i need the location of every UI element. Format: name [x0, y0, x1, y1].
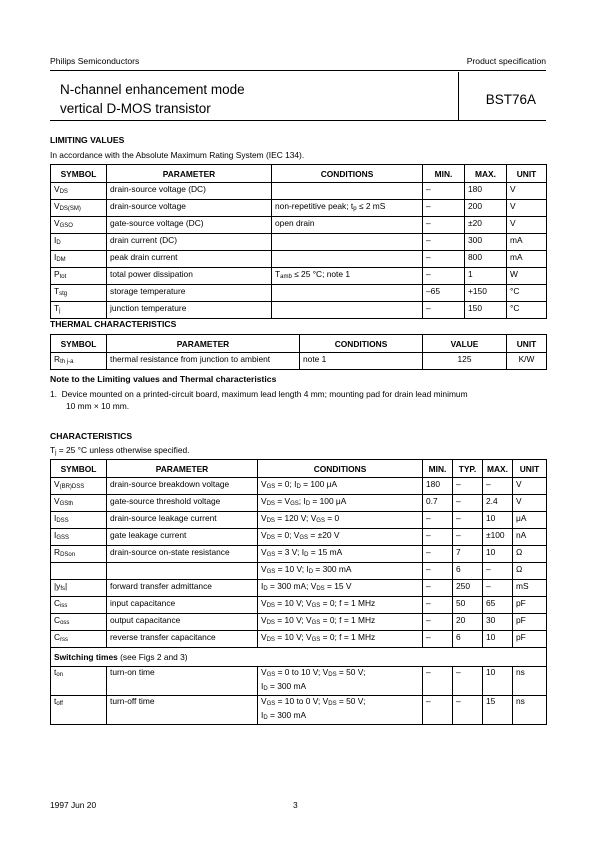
footer-date: 1997 Jun 20: [50, 800, 97, 810]
subscript: DS: [266, 535, 275, 541]
min-cell: 0.7: [423, 495, 453, 512]
table-row: [51, 614, 547, 631]
conditions-cell: VGS = 3 V; ID = 15 mA: [258, 546, 423, 563]
max-cell: ±20: [465, 217, 507, 234]
table-row: [51, 217, 547, 234]
col-header: UNIT: [507, 165, 547, 183]
thermal-table: [50, 334, 547, 370]
header-rule: [50, 70, 546, 71]
subscript: D: [263, 686, 268, 692]
unit-cell: Ω: [513, 546, 547, 563]
subscript: GS: [290, 501, 299, 507]
table-row: [51, 183, 547, 200]
symbol-subscript: rss: [60, 637, 69, 643]
col-header: SYMBOL: [51, 460, 107, 478]
col-header: PARAMETER: [107, 165, 272, 183]
subtitle-symbol: T: [50, 445, 56, 455]
col-header: SYMBOL: [51, 335, 107, 353]
conditions-cell: [272, 285, 423, 302]
parameter-cell: reverse transfer capacitance: [107, 631, 258, 648]
subscript: GS: [299, 535, 309, 541]
symbol-subscript: D: [56, 240, 61, 246]
conditions-cell: [272, 183, 423, 200]
typ-cell: –: [453, 478, 483, 495]
col-header: TYP.: [453, 460, 483, 478]
subscript: GS: [316, 518, 325, 524]
subscript: GS: [311, 637, 321, 643]
symbol-subscript: DS: [59, 189, 68, 195]
typ-cell: 7: [453, 546, 483, 563]
conditions-cell: VDS = 10 V; VGS = 0; f = 1 MHz: [258, 631, 423, 648]
min-cell: –: [423, 302, 465, 319]
page-number: 3: [293, 800, 298, 810]
limiting-values-subtitle: In accordance with the Absolute Maximum Rating System (IEC 134).: [50, 150, 305, 160]
max-cell: 300: [465, 234, 507, 251]
typ-cell: –: [453, 696, 483, 725]
parameter-cell: forward transfer admittance: [107, 580, 258, 597]
max-cell: 65: [483, 597, 513, 614]
symbol-subscript: oss: [60, 620, 70, 626]
conditions-cell: open drain: [272, 217, 423, 234]
unit-cell: W: [507, 268, 547, 285]
limiting-values-table: [50, 164, 547, 319]
table-row: [51, 353, 547, 370]
subscript: DS: [266, 603, 275, 609]
subscript: GS: [311, 620, 321, 626]
switching-times-label: Switching times: [54, 651, 118, 662]
symbol-cell: Rth j-a: [51, 353, 107, 370]
note-item-1-line-2: 10 mm × 10 mm.: [66, 401, 130, 411]
symbol-cell: Ptot: [51, 268, 107, 285]
table-row: [51, 546, 547, 563]
min-cell: –: [423, 217, 465, 234]
unit-cell: V: [513, 495, 547, 512]
parameter-cell: drain-source leakage current: [107, 512, 258, 529]
parameter-cell: gate-source voltage (DC): [107, 217, 272, 234]
conditions-cell: VDS = 10 V; VGS = 0; f = 1 MHz: [258, 597, 423, 614]
symbol-cell: VDS(SM): [51, 200, 107, 217]
symbol-cell: toff: [51, 696, 107, 725]
symbol-cell: Crss: [51, 631, 107, 648]
parameter-cell: peak drain current: [107, 251, 272, 268]
table-row: [51, 495, 547, 512]
table-row: [51, 696, 547, 725]
table-row: [51, 529, 547, 546]
symbol-subscript: GSth: [59, 501, 74, 507]
max-cell: –: [483, 563, 513, 580]
min-cell: –: [423, 563, 453, 580]
parameter-cell: [107, 563, 258, 580]
max-cell: 180: [465, 183, 507, 200]
table-row: [51, 268, 547, 285]
typ-cell: –: [453, 529, 483, 546]
subtitle-text: = 25 °C unless otherwise specified.: [56, 445, 190, 455]
col-header: MIN.: [423, 460, 453, 478]
limiting-values-title: LIMITING VALUES: [50, 135, 125, 145]
parameter-cell: turn-off time: [107, 696, 258, 725]
table-row: [51, 302, 547, 319]
table-row: [51, 512, 547, 529]
parameter-cell: gate-source threshold voltage: [107, 495, 258, 512]
col-header: CONDITIONS: [272, 165, 423, 183]
min-cell: –65: [423, 285, 465, 302]
max-cell: –: [483, 478, 513, 495]
max-cell: 10: [483, 631, 513, 648]
subscript: D: [305, 501, 311, 507]
subscript: GS: [266, 672, 276, 678]
unit-cell: °C: [507, 302, 547, 319]
max-cell: –: [483, 580, 513, 597]
symbol-cell: VDS: [51, 183, 107, 200]
unit-cell: pF: [513, 614, 547, 631]
max-cell: 10: [483, 667, 513, 696]
parameter-cell: total power dissipation: [107, 268, 272, 285]
col-header: SYMBOL: [51, 165, 107, 183]
conditions-cell: VGS = 10 V; ID = 300 mA: [258, 563, 423, 580]
parameter-cell: turn-on time: [107, 667, 258, 696]
symbol-subscript: fs: [60, 586, 66, 592]
subscript: GS: [266, 569, 276, 575]
conditions-cell: VGS = 0; ID = 100 μA: [258, 478, 423, 495]
max-cell: 15: [483, 696, 513, 725]
unit-cell: nA: [513, 529, 547, 546]
col-header: VALUE: [423, 335, 507, 353]
symbol-subscript: GSO: [59, 223, 73, 229]
typ-cell: 20: [453, 614, 483, 631]
typ-cell: 6: [453, 631, 483, 648]
title-line-1: N-channel enhancement mode: [60, 82, 245, 97]
symbol-cell: IDSS: [51, 512, 107, 529]
min-cell: –: [423, 529, 453, 546]
symbol-subscript: DS(SM): [59, 206, 81, 212]
min-cell: –: [423, 631, 453, 648]
symbol-cell: ton: [51, 667, 107, 696]
unit-cell: ns: [513, 696, 547, 725]
subscript: GS: [266, 701, 276, 707]
unit-cell: mA: [507, 251, 547, 268]
min-cell: –: [423, 234, 465, 251]
symbol-cell: Tj: [51, 302, 107, 319]
subscript: DS: [266, 518, 275, 524]
min-cell: –: [423, 546, 453, 563]
unit-cell: V: [507, 200, 547, 217]
min-cell: 180: [423, 478, 453, 495]
symbol-cell: |yfs|: [51, 580, 107, 597]
table-row: [51, 285, 547, 302]
min-cell: –: [423, 183, 465, 200]
conditions-cell: VGS = 10 to 0 V; VDS = 50 V; ID = 300 mA: [258, 696, 423, 725]
document-title: [60, 80, 245, 118]
conditions-cell: VDS = 0; VGS = ±20 V: [258, 529, 423, 546]
symbol-cell: RDSon: [51, 546, 107, 563]
max-cell: ±100: [483, 529, 513, 546]
table-row: [51, 200, 547, 217]
table-row: [51, 631, 547, 648]
table-row: [51, 478, 547, 495]
typ-cell: –: [453, 495, 483, 512]
table-header-row: [51, 460, 547, 478]
col-header: UNIT: [507, 335, 547, 353]
table-row: [51, 251, 547, 268]
parameter-cell: thermal resistance from junction to ambient: [107, 353, 300, 370]
subscript: GS: [266, 484, 276, 490]
table-row: [51, 580, 547, 597]
switching-times-row: [51, 648, 547, 667]
conditions-cell: [272, 302, 423, 319]
unit-cell: V: [507, 217, 547, 234]
parameter-cell: input capacitance: [107, 597, 258, 614]
min-cell: –: [423, 251, 465, 268]
unit-cell: μA: [513, 512, 547, 529]
subscript: p: [353, 206, 357, 212]
thermal-title: THERMAL CHARACTERISTICS: [50, 319, 177, 329]
subscript: DS: [266, 637, 275, 643]
table-row: [51, 563, 547, 580]
symbol-cell: Tstg: [51, 285, 107, 302]
parameter-cell: storage temperature: [107, 285, 272, 302]
max-cell: 1: [465, 268, 507, 285]
table-row: [51, 234, 547, 251]
switching-times-heading: [51, 648, 547, 667]
symbol-subscript: stg: [59, 291, 68, 297]
parameter-cell: junction temperature: [107, 302, 272, 319]
title-rule: [50, 120, 546, 121]
characteristics-subtitle: [50, 445, 189, 456]
symbol-cell: VGSth: [51, 495, 107, 512]
symbol-subscript: j: [59, 308, 61, 314]
min-cell: –: [423, 667, 453, 696]
conditions-cell: VGS = 0 to 10 V; VDS = 50 V; ID = 300 mA: [258, 667, 423, 696]
value-cell: 125: [423, 353, 507, 370]
max-cell: 10: [483, 512, 513, 529]
conditions-cell: VDS = VGS; ID = 100 μA: [258, 495, 423, 512]
unit-cell: K/W: [507, 353, 547, 370]
table-row: [51, 667, 547, 696]
subscript: DS: [328, 701, 337, 707]
conditions-cell: non-repetitive peak; tp ≤ 2 mS: [272, 200, 423, 217]
parameter-cell: drain-source voltage: [107, 200, 272, 217]
conditions-cell: note 1: [300, 353, 423, 370]
subscript: D: [263, 586, 268, 592]
typ-cell: 6: [453, 563, 483, 580]
symbol-subscript: DM: [56, 257, 66, 263]
parameter-cell: drain-source voltage (DC): [107, 183, 272, 200]
table-header-row: [51, 165, 547, 183]
typ-cell: 50: [453, 597, 483, 614]
title-line-2: vertical D-MOS transistor: [60, 101, 211, 116]
subscript: GS: [311, 603, 321, 609]
switching-times-ref: (see Figs 2 and 3): [117, 651, 188, 662]
symbol-subscript: off: [56, 701, 63, 707]
header-divider: [458, 72, 459, 120]
table-header-row: [51, 335, 547, 353]
unit-cell: V: [513, 478, 547, 495]
subscript: D: [263, 715, 268, 721]
max-cell: 800: [465, 251, 507, 268]
parameter-cell: drain-source on-state resistance: [107, 546, 258, 563]
conditions-cell: Tamb ≤ 25 °C; note 1: [272, 268, 423, 285]
symbol-subscript: (BR)DSS: [59, 484, 85, 490]
characteristics-table: [50, 459, 547, 725]
table-row: [51, 597, 547, 614]
subscript: DS: [266, 501, 275, 507]
subscript: D: [296, 484, 301, 490]
conditions-cell: [272, 251, 423, 268]
max-cell: 2.4: [483, 495, 513, 512]
min-cell: –: [423, 580, 453, 597]
subscript: amb: [280, 274, 292, 280]
symbol-cell: Coss: [51, 614, 107, 631]
max-cell: +150: [465, 285, 507, 302]
col-header: MAX.: [483, 460, 513, 478]
parameter-cell: drain current (DC): [107, 234, 272, 251]
symbol-subscript: DSS: [56, 518, 69, 524]
col-header: MAX.: [465, 165, 507, 183]
symbol-subscript: th j-a: [60, 359, 74, 365]
max-cell: 10: [483, 546, 513, 563]
conditions-cell: VDS = 10 V; VGS = 0; f = 1 MHz: [258, 614, 423, 631]
typ-cell: –: [453, 512, 483, 529]
parameter-cell: output capacitance: [107, 614, 258, 631]
parameter-cell: gate leakage current: [107, 529, 258, 546]
unit-cell: mA: [507, 234, 547, 251]
min-cell: –: [423, 614, 453, 631]
min-cell: –: [423, 268, 465, 285]
max-cell: 200: [465, 200, 507, 217]
symbol-cell: [51, 563, 107, 580]
symbol-subscript: on: [56, 672, 64, 678]
unit-cell: mS: [513, 580, 547, 597]
note-item-1-line-1: 1. Device mounted on a printed-circuit board, maximum lead length 4 mm; mounting pad for drain lead minimum: [50, 389, 468, 399]
max-cell: 30: [483, 614, 513, 631]
note-title: Note to the Limiting values and Thermal characteristics: [50, 374, 277, 384]
min-cell: –: [423, 200, 465, 217]
symbol-subscript: DSon: [60, 552, 76, 558]
conditions-cell: [272, 234, 423, 251]
subscript: D: [304, 552, 309, 558]
symbol-cell: IGSS: [51, 529, 107, 546]
parameter-cell: drain-source breakdown voltage: [107, 478, 258, 495]
col-header: PARAMETER: [107, 460, 258, 478]
symbol-subscript: iss: [60, 603, 68, 609]
subscript: D: [308, 569, 314, 575]
document-type: Product specification: [466, 56, 546, 66]
symbol-cell: VGSO: [51, 217, 107, 234]
col-header: CONDITIONS: [300, 335, 423, 353]
unit-cell: °C: [507, 285, 547, 302]
subscript: DS: [266, 620, 275, 626]
symbol-cell: ID: [51, 234, 107, 251]
min-cell: –: [423, 696, 453, 725]
conditions-cell: ID = 300 mA; VDS = 15 V: [258, 580, 423, 597]
col-header: UNIT: [513, 460, 547, 478]
typ-cell: 250: [453, 580, 483, 597]
conditions-cell: VDS = 120 V; VGS = 0: [258, 512, 423, 529]
min-cell: –: [423, 597, 453, 614]
company-name: Philips Semiconductors: [50, 56, 140, 66]
unit-cell: ns: [513, 667, 547, 696]
symbol-cell: Ciss: [51, 597, 107, 614]
symbol-subscript: GSS: [56, 535, 69, 541]
unit-cell: V: [507, 183, 547, 200]
typ-cell: –: [453, 667, 483, 696]
symbol-subscript: tot: [59, 274, 67, 280]
unit-cell: pF: [513, 631, 547, 648]
characteristics-title: CHARACTERISTICS: [50, 431, 133, 441]
subscript: DS: [316, 586, 325, 592]
col-header: MIN.: [423, 165, 465, 183]
symbol-cell: IDM: [51, 251, 107, 268]
col-header: CONDITIONS: [258, 460, 423, 478]
part-number: BST76A: [485, 92, 536, 107]
subscript: DS: [328, 672, 337, 678]
col-header: PARAMETER: [107, 335, 300, 353]
unit-cell: Ω: [513, 563, 547, 580]
unit-cell: pF: [513, 597, 547, 614]
max-cell: 150: [465, 302, 507, 319]
subtitle-subscript: j: [55, 450, 57, 456]
min-cell: –: [423, 512, 453, 529]
subscript: GS: [266, 552, 276, 558]
symbol-cell: V(BR)DSS: [51, 478, 107, 495]
